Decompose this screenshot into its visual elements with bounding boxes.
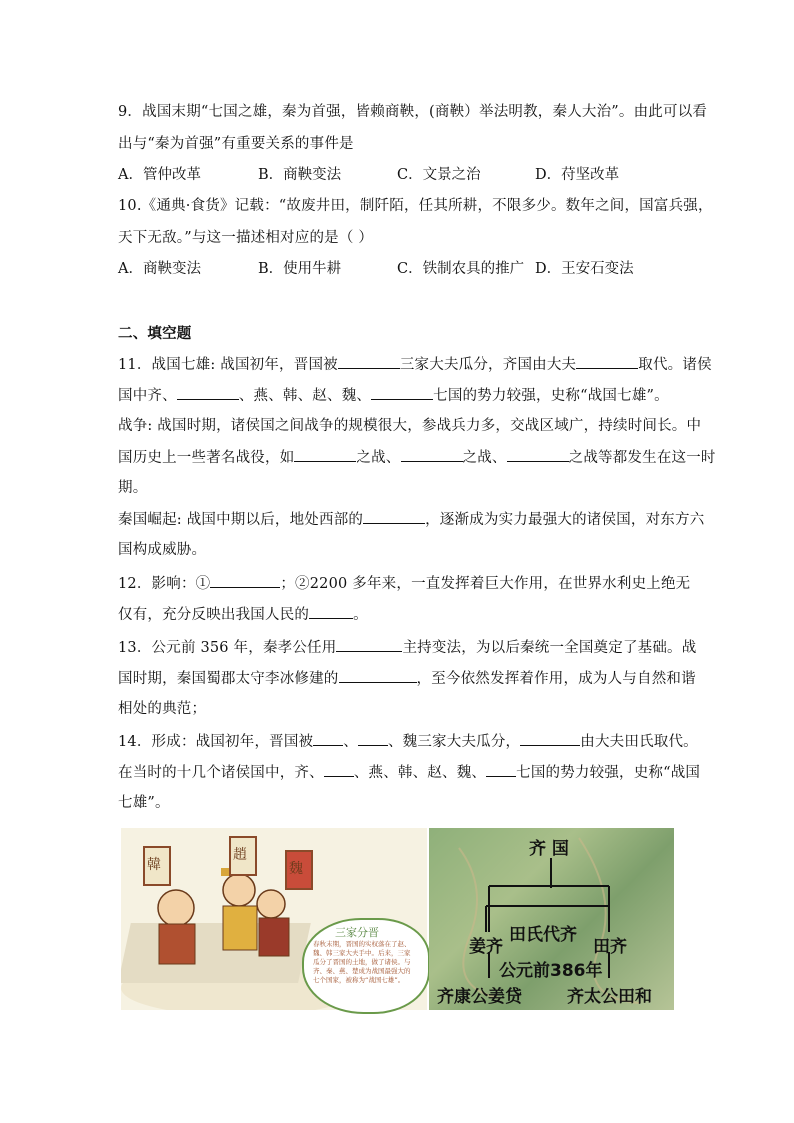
q14-text: 由大夫田氏取代。 [580,734,698,750]
q9-stem-line2: 出与“秦为首强”有重要关系的事件是 [118,136,354,152]
q12-text: ；②2200 多年来，一直发挥着巨大作用，在世界水利史上绝无 [280,576,691,592]
banner [229,836,257,876]
fill-blank[interactable] [309,604,353,619]
map-left-label: 姜齐 [469,937,503,957]
banner-text: 趙 [233,847,247,863]
q13-line3: 相处的典范； [118,701,207,717]
q13-text: 主持变法，为以后秦统一全国奠定了基础。战 [402,640,697,656]
q11-text: 之战、 [462,450,507,466]
fill-blank[interactable] [324,762,354,777]
map-bottom-right-label: 齐太公田和 [567,987,652,1007]
q9-stem-line1: 9．战国末期“七国之雄，秦为首强，皆赖商鞅，(商鞅）举法明教，秦人大治”。由此可以看 [118,104,708,120]
q12-text: 12．影响：① [118,576,211,592]
q10-option-d: D．王安石变法 [535,261,634,277]
q14-text: 、燕、韩、赵、魏、 [353,765,487,781]
q10-stem-line1: 10.《通典·食货》记载：“故废井田，制阡陌，任其所耕，不限多少。数年之间，国富兵强， [118,198,713,214]
q12-text: 。 [353,607,368,623]
map-top-label: 齐 国 [529,839,569,859]
banner [285,850,313,890]
fill-blank[interactable] [371,385,433,400]
q11-line1 [118,354,712,375]
q10-stem-line2: 天下无敌。”与这一描述相对应的是（ ） [118,230,374,246]
map-year-label: 公元前386年 [499,961,603,981]
fill-blank[interactable] [313,731,343,746]
banner [143,846,171,886]
fill-blank[interactable] [339,668,417,683]
q14-text: 14．形成：战国初年，晋国被 [118,734,314,750]
q10-option-a: A．商鞅变法 [118,261,201,277]
tian-replaces-qi-map [429,828,674,1010]
q10-option-b: B．使用牛耕 [258,261,342,277]
q11-text: 国历史上一些著名战役，如 [118,450,295,466]
q11-line5: 期。 [118,480,148,496]
q14-line3: 七雄”。 [118,795,170,811]
q11-text: 之战等都发生在这一时 [568,450,716,466]
q14-line1 [118,731,698,752]
q13-text: ，至今依然发挥着作用，成为人与自然和谐 [416,671,696,687]
q14-text: 、 [343,734,358,750]
q14-text: 七国的势力较强，史称“战国 [516,765,701,781]
q11-text: 取代。诸侯 [638,357,712,373]
fill-blank[interactable] [210,573,280,588]
map-bottom-left-label: 齐康公姜贷 [437,987,522,1007]
section-heading: 二、填空题 [118,325,192,342]
fill-blank[interactable] [363,509,425,524]
q9-option-c: C．文景之治 [397,167,481,183]
fill-blank[interactable] [507,447,569,462]
q9-option-d: D．苻坚改革 [535,167,620,183]
q13-text: 国时期，秦国蜀郡太守李冰修建的 [118,671,339,687]
q11-text: 秦国崛起: 战国中期以后，地处西部的 [118,512,364,528]
fill-blank[interactable] [338,354,400,369]
fill-blank[interactable] [401,447,463,462]
map-right-label: 田齐 [593,937,627,957]
q14-text: 、魏三家大夫瓜分， [387,734,521,750]
q11-line3: 战争: 战国时期，诸侯国之间战争的规模很大，参战兵力多，交战区域广，持续时间长。中 [118,418,702,434]
q11-text: 国中齐、 [118,388,177,404]
q14-line2 [118,762,700,783]
q13-line1 [118,637,696,658]
fill-blank[interactable] [486,762,516,777]
q11-text: 七国的势力较强，史称“战国七雄”。 [433,388,669,404]
bubble-title: 三家分晋 [335,926,379,939]
banner-text: 魏 [289,861,303,877]
fill-blank[interactable] [294,447,356,462]
q11-text: 11．战国七雄: 战国初年，晋国被 [118,357,338,373]
q11-line2 [118,385,669,406]
q12-text: 仅有，充分反映出我国人民的 [118,607,310,623]
q12-line2 [118,604,368,625]
q11-line4 [118,447,716,468]
q11-line7: 国构成威胁。 [118,542,207,558]
q11-text: ，逐渐成为实力最强大的诸侯国，对东方六 [425,512,705,528]
fill-blank[interactable] [177,385,239,400]
banner-text: 韓 [147,857,161,873]
map-middle-label: 田氏代齐 [509,925,577,945]
q9-option-b: B．商鞅变法 [258,167,342,183]
q11-text: 之战、 [356,450,401,466]
fill-blank[interactable] [336,637,402,652]
q11-text: 三家大夫瓜分，齐国由大夫 [399,357,577,373]
q9-option-a: A．管仲改革 [118,167,201,183]
q11-text: 、燕、韩、赵、魏、 [238,388,372,404]
q10-option-c: C．铁制农具的推广 [397,261,525,277]
bubble-text: 春秋末期，晋国的实权落在了赵、魏、韩三家大夫手中。后来，三家瓜分了晋国的土地，做了诸侯。与齐、秦、燕、楚成为战国最强大的七个国家，被称为“战国七雄”。 [313,940,411,984]
q13-line2 [118,668,696,689]
fill-blank[interactable] [358,731,388,746]
fill-blank[interactable] [520,731,580,746]
fill-blank[interactable] [576,354,638,369]
q14-text: 在当时的十几个诸侯国中，齐、 [118,765,324,781]
q12-line1 [118,573,690,594]
q11-line6 [118,509,704,530]
q13-text: 13．公元前 356 年，秦孝公任用 [118,640,337,656]
